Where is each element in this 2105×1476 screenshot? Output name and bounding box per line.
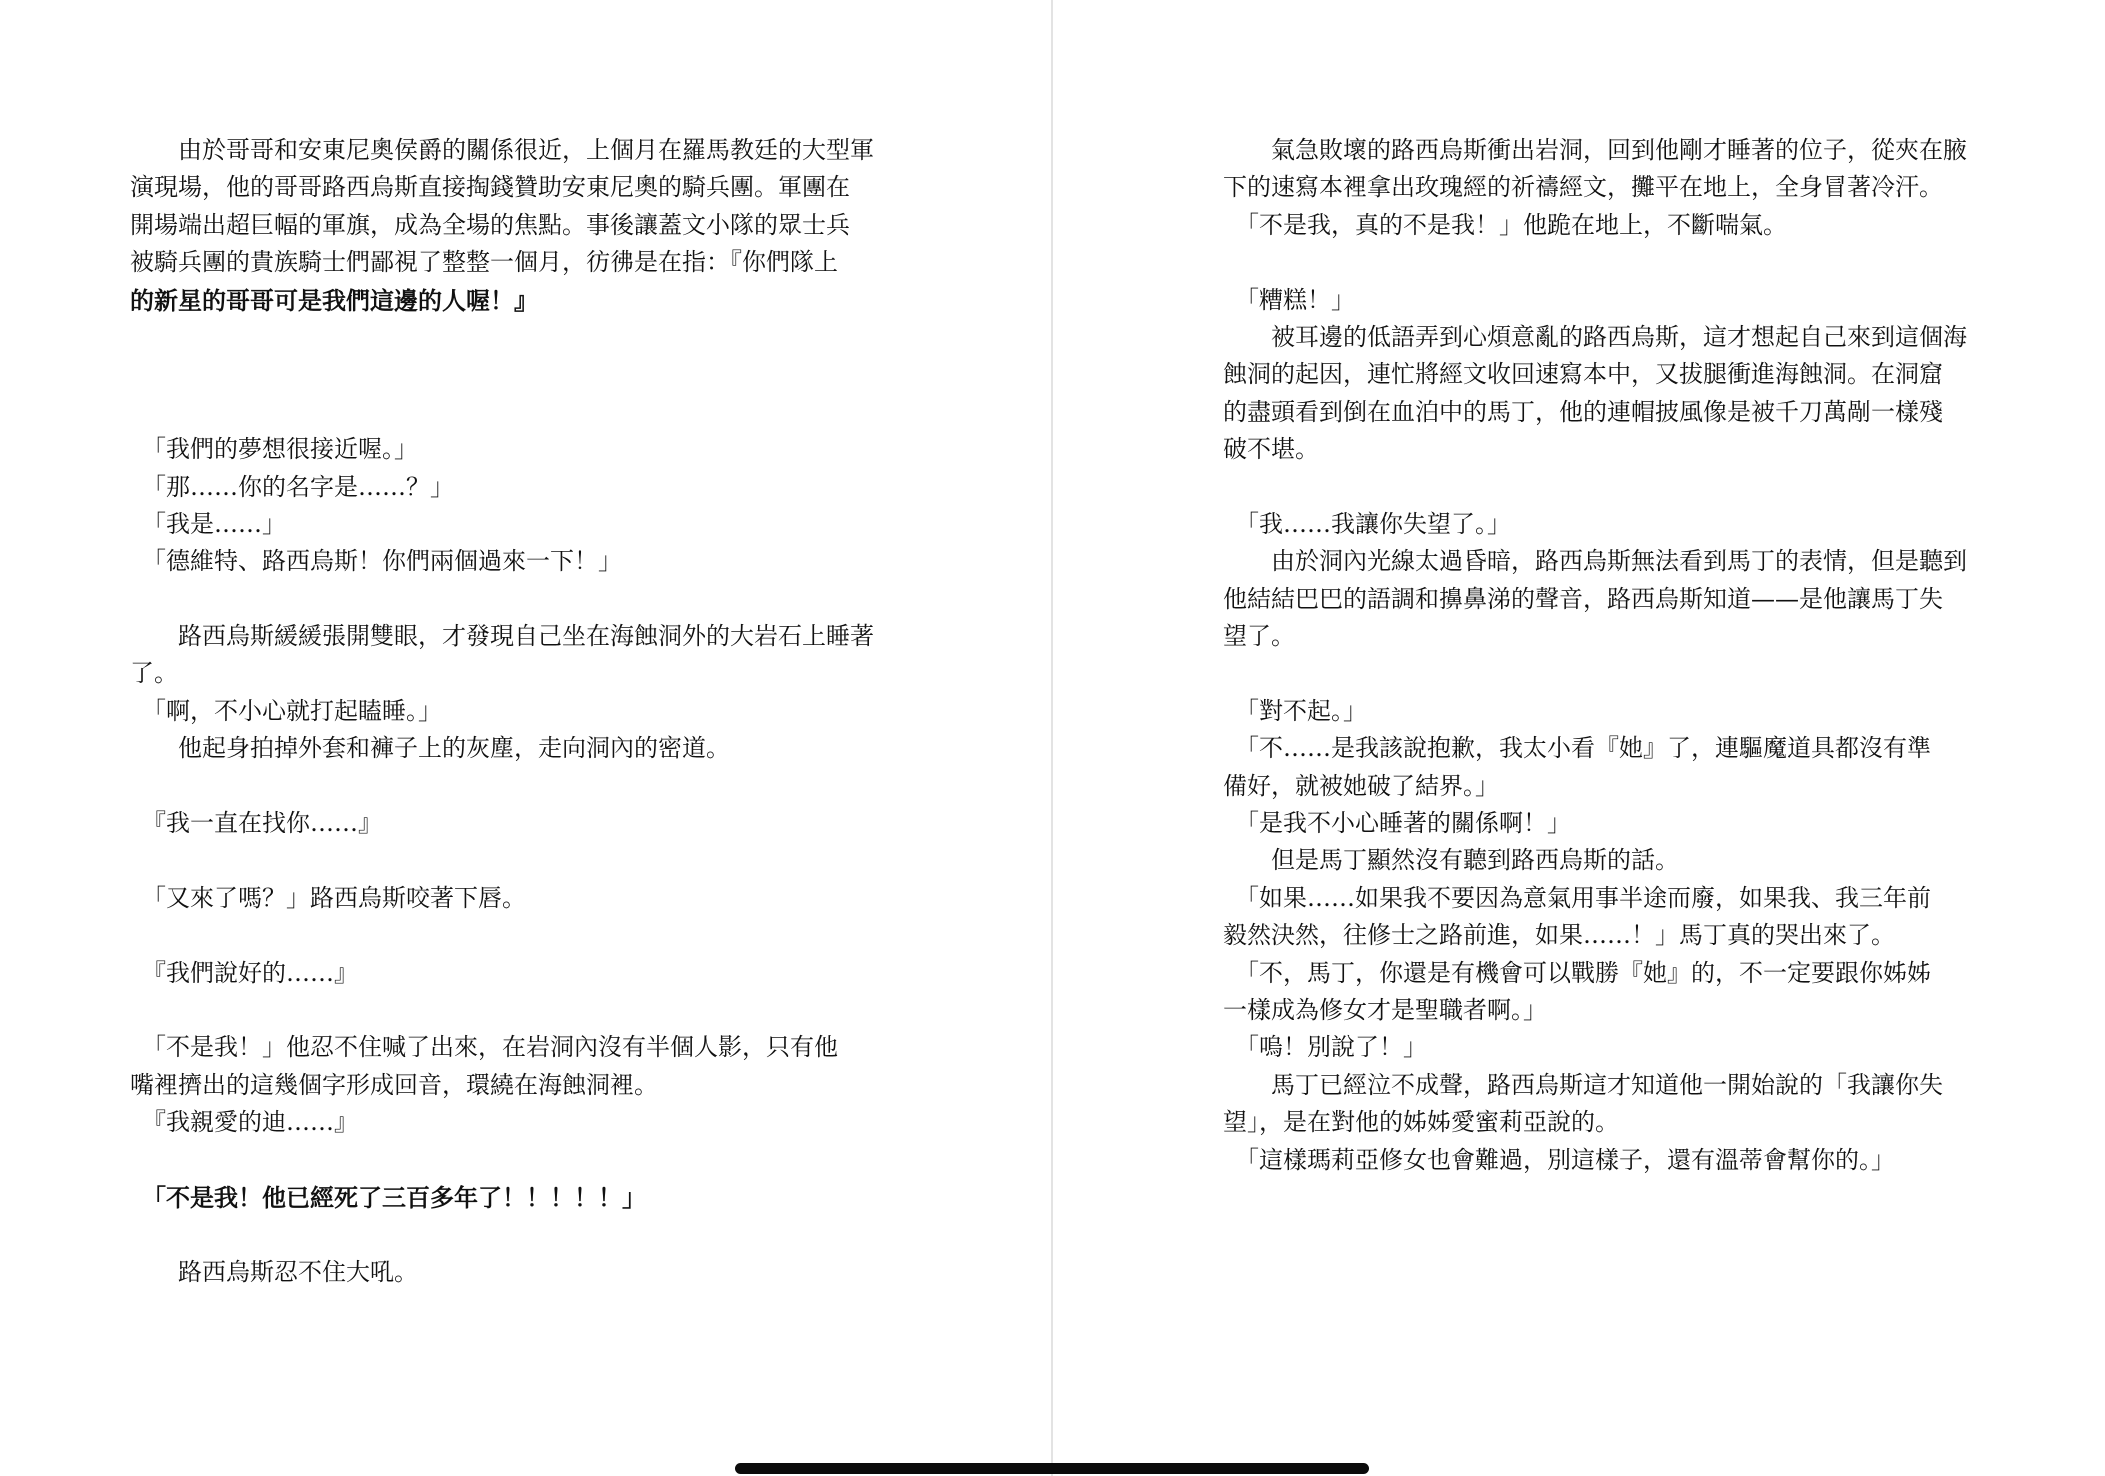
text-line: 一樣成為修女才是聖職者啊。」 <box>1223 995 1547 1024</box>
text-line: 路西烏斯忍不住大吼。 <box>130 1257 418 1286</box>
text-line <box>1223 655 1969 692</box>
text-line: 望了。 <box>1223 622 1295 651</box>
text-line: 「不是我，真的不是我！」他跪在地上，不斷喘氣。 <box>1223 210 1787 239</box>
text-line: 「又來了嗎？」路西烏斯咬著下唇。 <box>130 883 526 912</box>
text-line: 「不是我！他已經死了三百多年了！！！！！」 <box>130 1182 646 1212</box>
home-indicator[interactable] <box>735 1463 1369 1474</box>
text-line: 「那……你的名字是……？」 <box>130 472 454 501</box>
left-page-text <box>130 132 876 1291</box>
text-line: 「不是我！」他忍不住喊了出來，在岩洞內沒有半個人影，只有他 <box>130 1033 838 1062</box>
right-page-text <box>1223 132 1969 1179</box>
text-line <box>130 1216 876 1253</box>
text-line <box>130 992 876 1029</box>
left-page[interactable] <box>0 0 1052 1476</box>
text-line: 「我們的夢想很接近喔。」 <box>130 435 418 464</box>
text-line <box>130 1142 876 1179</box>
text-line: 「如果……如果我不要因為意氣用事半途而廢，如果我、我三年前 <box>1223 883 1931 912</box>
text-line: 「這樣瑪莉亞修女也會難過，別這樣子，還有溫蒂會幫你的。」 <box>1223 1145 1895 1174</box>
text-line: 『我們說好的……』 <box>130 958 358 987</box>
text-line <box>130 917 876 954</box>
text-line: 的新星的哥哥可是我們這邊的人喔！』 <box>130 285 538 315</box>
text-line <box>1223 244 1969 281</box>
right-page[interactable] <box>1053 0 2105 1476</box>
text-line <box>130 581 876 618</box>
text-line: 備好，就被她破了結界。」 <box>1223 771 1499 800</box>
text-line: 『我一直在找你……』 <box>130 809 382 838</box>
text-line: 「德維特、路西烏斯！你們兩個過來一下！」 <box>130 547 622 576</box>
text-line: 破不堪。 <box>1223 435 1319 464</box>
text-line <box>1223 469 1969 506</box>
text-line: 『我親愛的迪……』 <box>130 1108 358 1137</box>
text-line <box>130 319 876 356</box>
text-line: 「啊，不小心就打起瞌睡。」 <box>130 696 442 725</box>
text-line: 了。 <box>130 659 178 688</box>
text-line: 他結結巴巴的語調和擤鼻涕的聲音，路西烏斯知道——是他讓馬丁失 <box>1223 584 1943 613</box>
text-line: 被耳邊的低語弄到心煩意亂的路西烏斯，這才想起自己來到這個海 <box>1223 322 1967 351</box>
text-line: 毅然決然，往修士之路前進，如果……！」馬丁真的哭出來了。 <box>1223 921 1895 950</box>
text-line: 蝕洞的起因，連忙將經文收回速寫本中，又拔腿衝進海蝕洞。在洞窟 <box>1223 360 1943 389</box>
text-line: 路西烏斯緩緩張開雙眼，才發現自己坐在海蝕洞外的大岩石上睡著 <box>130 622 874 651</box>
text-line: 被騎兵團的貴族騎士們鄙視了整整一個月，彷彿是在指：『你們隊上 <box>130 248 838 277</box>
text-line: 的盡頭看到倒在血泊中的馬丁，他的連帽披風像是被千刀萬剮一樣殘 <box>1223 397 1943 426</box>
text-line: 下的速寫本裡拿出玫瑰經的祈禱經文，攤平在地上，全身冒著冷汗。 <box>1223 173 1943 202</box>
text-line: 「不，馬丁，你還是有機會可以戰勝『她』的，不一定要跟你姊姊 <box>1223 958 1931 987</box>
text-line: 馬丁已經泣不成聲，路西烏斯這才知道他一開始說的「我讓你失 <box>1223 1070 1943 1099</box>
text-line <box>130 356 876 393</box>
text-line: 開場端出超巨幅的軍旗，成為全場的焦點。事後讓蓋文小隊的眾士兵 <box>130 210 850 239</box>
text-line: 氣急敗壞的路西烏斯衝出岩洞，回到他剛才睡著的位子，從夾在腋 <box>1223 136 1967 164</box>
text-line: 「糟糕！」 <box>1223 285 1355 314</box>
text-line: 但是馬丁顯然沒有聽到路西烏斯的話。 <box>1223 846 1679 875</box>
text-line: 他起身拍掉外套和褲子上的灰塵，走向洞內的密道。 <box>130 734 730 763</box>
text-line: 由於洞內光線太過昏暗，路西烏斯無法看到馬丁的表情，但是聽到 <box>1223 547 1967 576</box>
text-line: 「嗚！別說了！」 <box>1223 1033 1427 1062</box>
text-line <box>130 768 876 805</box>
text-line: 「我……我讓你失望了。」 <box>1223 509 1511 538</box>
text-line: 「不……是我該說抱歉，我太小看『她』了，連驅魔道具都沒有準 <box>1223 734 1931 763</box>
text-line: 望」，是在對他的姊姊愛蜜莉亞說的。 <box>1223 1108 1619 1137</box>
text-line: 嘴裡擠出的這幾個字形成回音，環繞在海蝕洞裡。 <box>130 1070 658 1099</box>
text-line <box>130 842 876 879</box>
text-line: 由於哥哥和安東尼奧侯爵的關係很近，上個月在羅馬教廷的大型軍 <box>130 136 874 164</box>
text-line: 演現場，他的哥哥路西烏斯直接掏錢贊助安東尼奧的騎兵團。軍團在 <box>130 173 850 202</box>
text-line: 「是我不小心睡著的關係啊！」 <box>1223 809 1571 838</box>
text-line: 「對不起。」 <box>1223 696 1367 725</box>
text-line: 「我是……」 <box>130 509 286 538</box>
text-line <box>130 394 876 431</box>
